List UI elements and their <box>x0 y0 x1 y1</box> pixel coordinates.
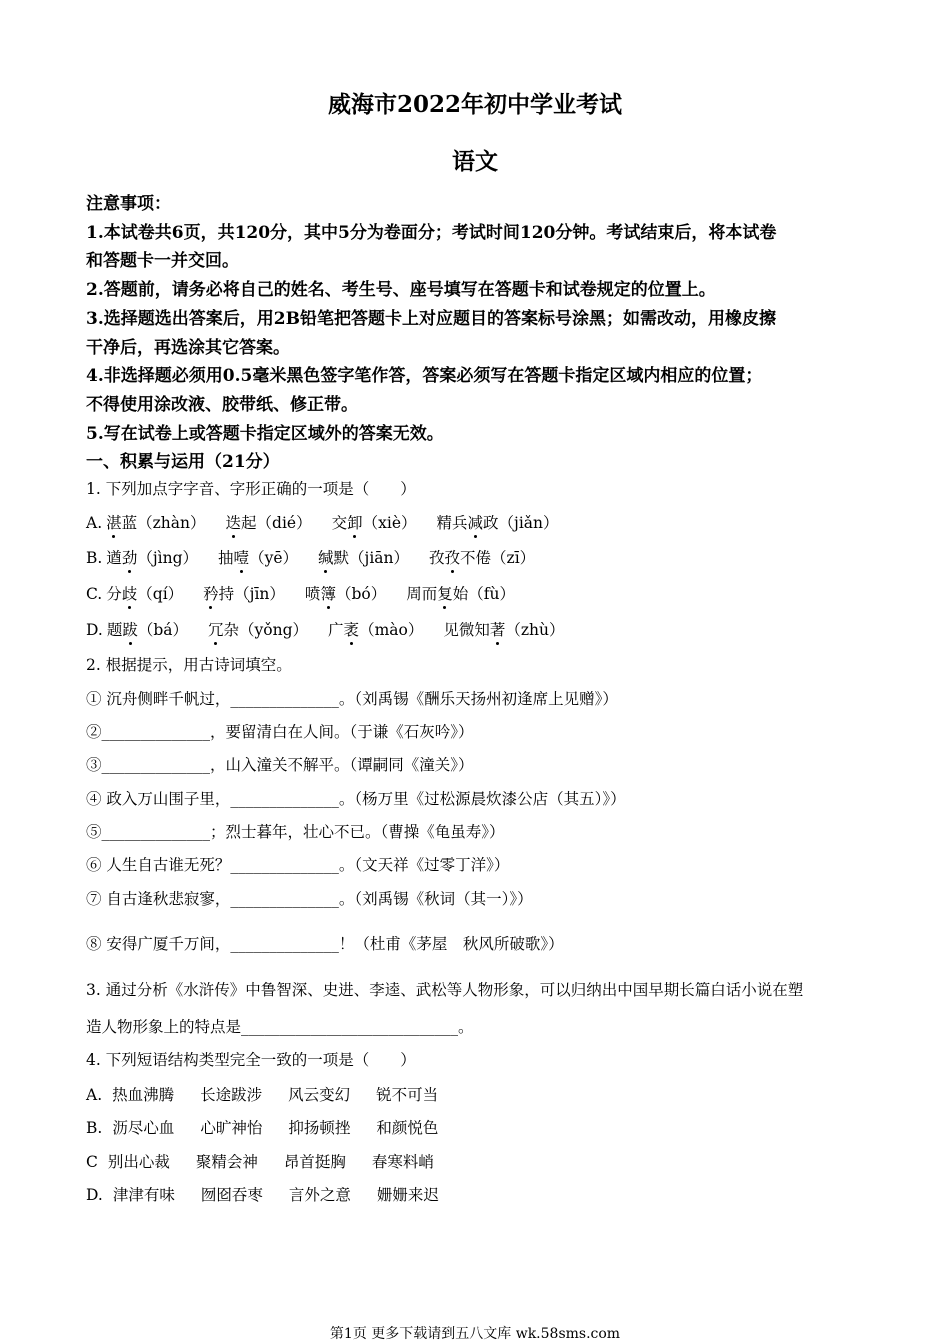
option-term: 题跋（bá） <box>107 621 188 639</box>
notice-line: 2.答题前，请务必将自己的姓名、考生号、座号填写在答题卡和试卷规定的位置上。 <box>86 280 716 300</box>
q2-item: ① 沉舟侧畔千帆过，______________。（刘禹锡《酬乐天扬州初逢席上见赠》） <box>86 690 618 708</box>
dotted-char: 冗 <box>208 618 224 640</box>
q2-stem: 2. 根据提示，用古诗词填空。 <box>86 656 292 674</box>
option-term: 精兵减政（jiǎn） <box>437 514 559 532</box>
option-term: 遒劲（jìng） <box>106 549 198 567</box>
option-term: 迭起（dié） <box>226 514 312 532</box>
option-term: 缄默（jiān） <box>318 549 409 567</box>
q4-option-d <box>86 1183 465 1205</box>
option-term: 见微知著（zhù） <box>443 621 564 639</box>
option-label: A. <box>86 514 103 532</box>
dotted-char: 卸 <box>347 511 363 533</box>
option-phrase: 心旷神怡 <box>200 1119 263 1137</box>
option-label: C. <box>86 585 103 603</box>
option-phrase: 春寒料峭 <box>371 1153 434 1171</box>
q2-item: ④ 政入万山围子里，______________。（杨万里《过松源晨炊漆公店（其五）》） <box>86 790 626 808</box>
option-label: D. <box>86 1186 103 1204</box>
option-term: 孜孜不倦（zī） <box>429 549 535 567</box>
option-phrase: 风云变幻 <box>288 1086 351 1104</box>
q3-line: 3. 通过分析《水浒传》中鲁智深、史进、李逵、武松等人物形象，可以归纳出中国早期长篇白话小说在塑 <box>86 981 804 999</box>
option-phrase: 热血沸腾 <box>112 1086 175 1104</box>
dotted-char: 孜 <box>445 546 461 568</box>
dotted-char: 噎 <box>234 546 250 568</box>
option-label: A. <box>86 1086 103 1104</box>
q2-item: ⑧ 安得广厦千万间，______________！（杜甫《茅屋 秋风所破歌》） <box>86 935 564 953</box>
option-phrase: 囫囵吞枣 <box>200 1186 263 1204</box>
option-label: B. <box>86 1119 103 1137</box>
notice-line: 1.本试卷共6页，共120分，其中5分为卷面分；考试时间120分钟。考试结束后，将本试卷 <box>86 223 777 243</box>
dotted-char: 复 <box>437 582 453 604</box>
dotted-char: 簿 <box>320 582 336 604</box>
q2-item: ⑦ 自古逢秋悲寂寥，______________。（刘禹锡《秋词（其一）》） <box>86 890 533 908</box>
notice-heading: 注意事项： <box>86 194 171 214</box>
option-phrase: 昂首挺胸 <box>283 1153 346 1171</box>
option-term: 周而复始（fù） <box>406 585 515 603</box>
dotted-char: 缄 <box>318 546 334 568</box>
option-label: B. <box>86 549 103 567</box>
dotted-char: 湛 <box>106 511 122 533</box>
notice-line: 5.写在试卷上或答题卡指定区域外的答案无效。 <box>86 424 444 444</box>
q4-option-a <box>86 1083 464 1105</box>
option-term: 湛蓝（zhàn） <box>106 514 205 532</box>
option-phrase: 言外之意 <box>288 1186 351 1204</box>
option-term: 分歧（qí） <box>106 585 183 603</box>
option-phrase: 沥尽心血 <box>112 1119 175 1137</box>
option-term: 抽噎（yē） <box>218 549 298 567</box>
option-label: D. <box>86 621 103 639</box>
option-term: 喷簿（bó） <box>305 585 386 603</box>
notice-line: 干净后，再选涂其它答案。 <box>86 338 290 358</box>
dotted-char: 劲 <box>122 546 138 568</box>
dotted-char: 袤 <box>344 618 360 640</box>
q2-item: ③______________，山入潼关不解平。（谭嗣同《潼关》） <box>86 756 474 774</box>
option-term: 矜持（jīn） <box>203 585 285 603</box>
dotted-char: 歧 <box>122 582 138 604</box>
option-phrase: 姗姗来迟 <box>376 1186 439 1204</box>
option-label: C <box>86 1153 98 1171</box>
option-phrase: 锐不可当 <box>376 1086 439 1104</box>
q1-option-a <box>86 511 579 533</box>
option-term: 冗杂（yǒng） <box>208 621 308 639</box>
option-phrase: 津津有味 <box>112 1186 175 1204</box>
option-phrase: 长途跋涉 <box>200 1086 263 1104</box>
section-heading: 一、积累与运用（21分） <box>86 452 280 472</box>
q4-option-b <box>86 1116 464 1138</box>
q2-item: ⑤______________；烈士暮年，壮心不已。（曹操《龟虽寿》） <box>86 823 505 841</box>
option-term: 广袤（mào） <box>328 621 423 639</box>
q4-option-c <box>86 1150 460 1172</box>
option-phrase: 抑扬顿挫 <box>288 1119 351 1137</box>
dotted-char: 著 <box>490 618 506 640</box>
q1-option-b <box>86 546 555 568</box>
notice-line: 4.非选择题必须用0.5毫米黑色签字笔作答，答案必须写在答题卡指定区域内相应的位置； <box>86 366 763 386</box>
option-phrase: 别出心裁 <box>107 1153 170 1171</box>
option-phrase: 和颜悦色 <box>376 1119 439 1137</box>
dotted-char: 跋 <box>122 618 138 640</box>
dotted-char: 迭 <box>226 511 242 533</box>
page-footer: 第1页 更多下载请到五八文库 wk.58sms.com <box>329 1326 621 1342</box>
subject-title: 语文 <box>452 148 498 175</box>
exam-title: 威海市2022年初中学业考试 <box>327 91 622 118</box>
q2-item: ②______________，要留清白在人间。（于谦《石灰吟》） <box>86 723 474 741</box>
notice-line: 3.选择题选出答案后，用2B铅笔把答题卡上对应题目的答案标号涂黑；如需改动，用橡皮擦 <box>86 309 776 329</box>
notice-line: 不得使用涂改液、胶带纸、修正带。 <box>86 395 358 415</box>
option-phrase: 聚精会神 <box>195 1153 258 1171</box>
notice-line: 和答题卡一并交回。 <box>86 251 239 271</box>
q4-stem: 4. 下列短语结构类型完全一致的一项是（ ） <box>86 1051 416 1069</box>
dotted-char: 减 <box>468 511 484 533</box>
q1-stem: 1. 下列加点字字音、字形正确的一项是（ ） <box>86 480 416 498</box>
q1-option-d <box>86 618 585 640</box>
option-term: 交卸（xiè） <box>332 514 417 532</box>
q3-line: 造人物形象上的特点是____________________________。 <box>86 1018 474 1036</box>
dotted-char: 矜 <box>203 582 219 604</box>
q1-option-c <box>86 582 535 604</box>
q2-item: ⑥ 人生自古谁无死？______________。（文天祥《过零丁洋》） <box>86 856 510 874</box>
